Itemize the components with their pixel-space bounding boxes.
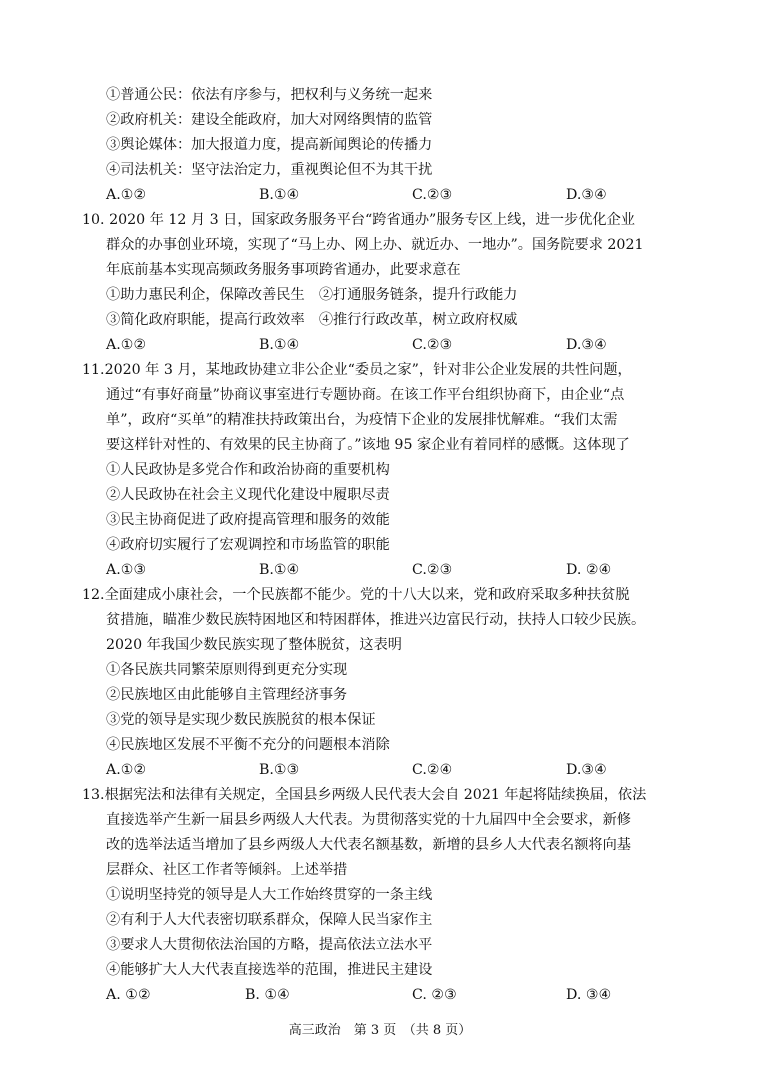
- question-stem-line: 要这样针对性的、有效果的民主协商了。”该地 95 家企业有着同样的感慨。这体现了: [106, 437, 630, 453]
- question-stem-line: 层群众、社区工作者等倾斜。上述举措: [106, 862, 348, 878]
- answer-option-b: B. ①④: [245, 987, 290, 1003]
- answer-option-c: C.②③: [412, 187, 453, 203]
- choice-item: ②政府机关：建设全能政府，加大对网络舆情的监管: [106, 112, 433, 128]
- choice-item: ②人民政协在社会主义现代化建设中履职尽责: [106, 487, 390, 503]
- answer-option-a: A.①②: [106, 187, 147, 203]
- choice-item: ③舆论媒体：加大报道力度，提高新闻舆论的传播力: [106, 137, 433, 153]
- choice-item: ①人民政协是多党合作和政治协商的重要机构: [106, 462, 390, 478]
- choice-item: ①说明坚持党的领导是人大工作始终贯穿的一条主线: [106, 887, 433, 903]
- choice-item: ①普通公民：依法有序参与，把权利与义务统一起来: [106, 87, 433, 103]
- choice-item: ③要求人大贯彻依法治国的方略，提高依法立法水平: [106, 937, 433, 953]
- answer-option-d: D.③④: [566, 187, 607, 203]
- question-stem-line: 2020 年我国少数民族实现了整体脱贫，这表明: [106, 637, 402, 653]
- choice-item: ④司法机关：坚守法治定力，重视舆论但不为其干扰: [106, 162, 433, 178]
- answer-option-c: C.②③: [412, 562, 453, 578]
- answer-option-a: A.①②: [106, 762, 147, 778]
- question-stem-line: 直接选举产生新一届县乡两级人大代表。为贯彻落实党的十九届四中全会要求，新修: [106, 812, 631, 828]
- choice-item: ③民主协商促进了政府提高管理和服务的效能: [106, 512, 390, 528]
- question-stem-line: 通过“有事好商量”协商议事室进行专题协商。在该工作平台组织协商下，由企业“点: [106, 387, 625, 403]
- answer-option-b: B.①④: [259, 337, 300, 353]
- choice-item: ④能够扩大人大代表直接选举的范围，推进民主建设: [106, 962, 433, 978]
- question-stem-line: 年底前基本实现高频政务服务事项跨省通办，此要求意在: [106, 262, 461, 278]
- answer-option-b: B.①④: [259, 187, 300, 203]
- answer-option-d: D. ②④: [566, 562, 612, 578]
- question-stem-line: 改的选举法适当增加了县乡两级人大代表名额基数，新增的县乡人大代表名额将向基: [106, 837, 631, 853]
- question-stem-line: 12.全面建成小康社会，一个民族都不能少。党的十八大以来，党和政府采取多种扶贫脱: [82, 587, 630, 603]
- answer-option-d: D. ③④: [566, 987, 612, 1003]
- page-footer: 高三政治 第 3 页 （共 8 页）: [288, 1023, 472, 1038]
- answer-option-b: B.①③: [259, 762, 300, 778]
- choice-item: ③简化政府职能，提高行政效率 ④推行行政改革，树立政府权威: [106, 312, 518, 328]
- choice-item: ②民族地区由此能够自主管理经济事务: [106, 687, 348, 703]
- choice-item: ④民族地区发展不平衡不充分的问题根本消除: [106, 737, 390, 753]
- question-stem-line: 13.根据宪法和法律有关规定，全国县乡两级人民代表大会自 2021 年起将陆续换届，依法: [82, 787, 647, 803]
- choice-item: ④政府切实履行了宏观调控和市场监管的职能: [106, 537, 390, 553]
- answer-option-a: A.①③: [106, 562, 147, 578]
- question-stem-line: 10. 2020 年 12 月 3 日，国家政务服务平台“跨省通办”服务专区上线，进一步优化企业: [82, 212, 635, 228]
- choice-item: ①助力惠民利企，保障改善民生 ②打通服务链条，提升行政能力: [106, 287, 518, 303]
- answer-option-a: A.①②: [106, 337, 147, 353]
- answer-option-c: C. ②③: [412, 987, 457, 1003]
- answer-option-b: B.①④: [259, 562, 300, 578]
- answer-option-c: C.②④: [412, 762, 453, 778]
- question-stem-line: 群众的办事创业环境，实现了“马上办、网上办、就近办、一地办”。国务院要求 2021: [106, 237, 644, 253]
- choice-item: ②有利于人大代表密切联系群众，保障人民当家作主: [106, 912, 433, 928]
- choice-item: ③党的领导是实现少数民族脱贫的根本保证: [106, 712, 376, 728]
- answer-option-d: D.③④: [566, 337, 607, 353]
- question-stem-line: 贫措施，瞄准少数民族特困地区和特困群体，推进兴边富民行动，扶持人口较少民族。: [106, 612, 646, 628]
- answer-option-a: A. ①②: [106, 987, 151, 1003]
- choice-item: ①各民族共同繁荣原则得到更充分实现: [106, 662, 348, 678]
- answer-option-d: D.③④: [566, 762, 607, 778]
- question-stem-line: 单”，政府“买单”的精准扶持政策出台，为疫情下企业的发展排忧解难。“我们太需: [106, 412, 618, 428]
- answer-option-c: C.②③: [412, 337, 453, 353]
- question-stem-line: 11.2020 年 3 月，某地政协建立非公企业“委员之家”，针对非公企业发展的共性问题，: [82, 362, 632, 378]
